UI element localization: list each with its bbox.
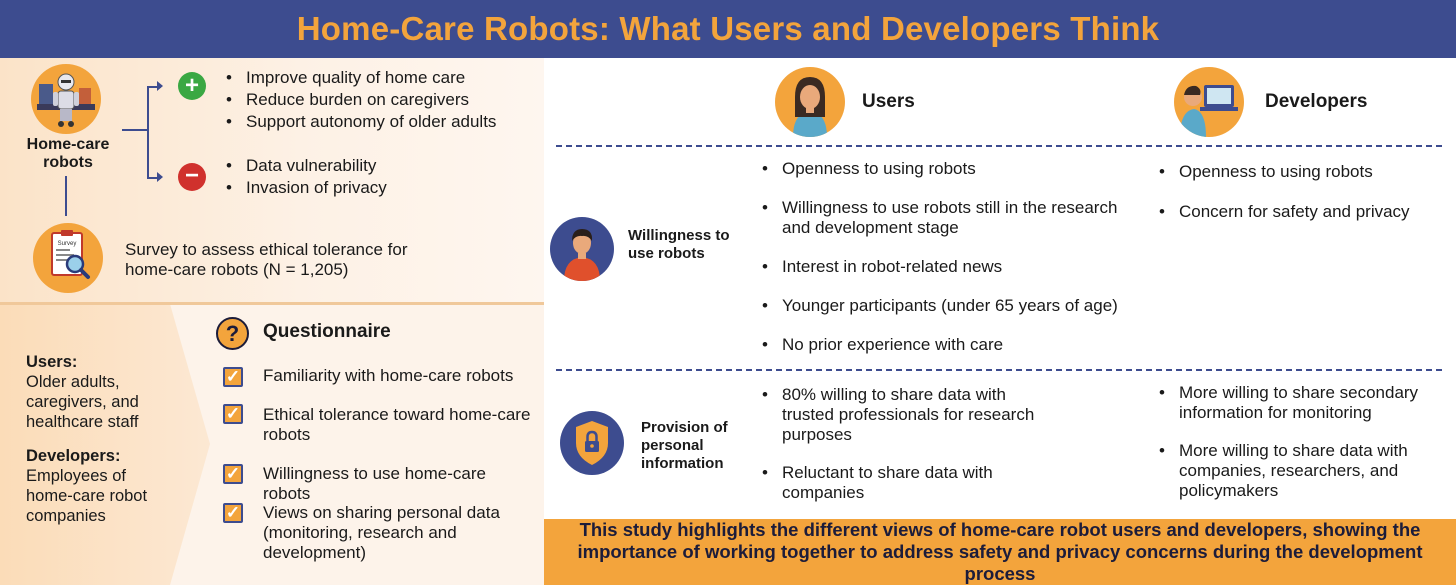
dashed-divider [556, 369, 1442, 371]
willingness-users-list [760, 158, 1120, 356]
robot-label: Home-care robots [26, 136, 110, 171]
questionnaire-item: Willingness to use home-care robots [263, 464, 486, 503]
developer-avatar-icon [1174, 67, 1244, 137]
cons-item: • Invasion of privacy [224, 177, 524, 199]
questionnaire-item: Ethical tolerance toward home-care robots [263, 405, 531, 444]
connector-line [147, 86, 149, 178]
privacy-developers-item: • More willing to share data with companies, researchers, and policymakers [1157, 441, 1447, 501]
privacy-users-item: • 80% willing to share data with trusted professionals for research purposes [760, 385, 1050, 445]
checkbox-icon: ✓ [223, 367, 243, 387]
privacy-users-list [760, 385, 1050, 503]
survey-icon-text: Survey [57, 241, 77, 247]
cons-item: • Data vulnerability [224, 155, 524, 177]
lock-shield-icon [560, 411, 624, 475]
willingness-developers-list [1157, 161, 1447, 223]
privacy-developers-item: • More willing to share secondary information for monitoring [1157, 383, 1447, 423]
privacy-users-item: • Reluctant to share data with companies [760, 463, 1050, 503]
willingness-users-item: • Willingness to use robots still in the research and development stage [760, 198, 1120, 238]
header-banner [0, 0, 1456, 58]
questionnaire-item: Views on sharing personal data (monitoring, research and development) [263, 503, 500, 562]
checkbox-icon: ✓ [223, 464, 243, 484]
participants-block [26, 352, 176, 526]
dashed-divider [556, 145, 1442, 147]
willingness-users-item: • Openness to using robots [760, 158, 1120, 180]
willingness-users-item: • Younger participants (under 65 years of age) [760, 295, 1120, 317]
pros-list [224, 67, 524, 133]
survey-line: Survey to assess ethical tolerance for [125, 240, 408, 259]
survey-clipboard-icon [33, 223, 103, 293]
plus-icon: + [178, 72, 206, 100]
checkbox-icon: ✓ [223, 404, 243, 424]
summary-text: This study highlights the different views of home-care robot users and developers, showing the importance of working together to address safety and privacy concerns during the development process [577, 519, 1423, 584]
users-column-title: Users [862, 91, 915, 112]
willingness-label: Willingness to use robots [628, 227, 730, 262]
minus-icon: − [178, 163, 206, 191]
checkbox-icon: ✓ [223, 503, 243, 523]
page-title: Home-Care Robots: What Users and Developers Think [296, 10, 1160, 47]
developers-heading: Developers: [26, 447, 121, 465]
survey-description [125, 240, 525, 280]
developers-text: Employees of home-care robot companies [26, 467, 148, 525]
users-heading: Users: [26, 353, 78, 371]
connector-line [122, 129, 148, 131]
survey-line: home-care robots (N = 1,205) [125, 260, 349, 279]
developers-column-title: Developers [1265, 91, 1368, 112]
willingness-users-item: • Interest in robot-related news [760, 256, 1120, 278]
cons-list [224, 155, 524, 199]
pros-item: • Support autonomy of older adults [224, 111, 524, 133]
questionnaire-item: Familiarity with home-care robots [263, 366, 514, 385]
questionnaire-title: Questionnaire [263, 321, 391, 342]
connector-line [65, 176, 67, 216]
pros-item: • Improve quality of home care [224, 67, 524, 89]
willingness-developers-item: • Concern for safety and privacy [1157, 201, 1447, 223]
left-divider [0, 302, 544, 305]
robot-icon [31, 64, 101, 134]
pros-item: • Reduce burden on caregivers [224, 89, 524, 111]
person-icon [550, 217, 614, 281]
privacy-developers-list [1157, 383, 1447, 501]
user-avatar-icon [775, 67, 845, 137]
willingness-developers-item: • Openness to using robots [1157, 161, 1447, 183]
users-text: Older adults, caregivers, and healthcare staff [26, 373, 139, 431]
summary-banner [544, 519, 1456, 585]
question-icon: ? [216, 317, 249, 350]
willingness-users-item: • No prior experience with care [760, 334, 1120, 356]
arrow-head [157, 172, 163, 182]
arrow-head [157, 81, 163, 91]
privacy-label: Provision of personal information [641, 419, 728, 472]
